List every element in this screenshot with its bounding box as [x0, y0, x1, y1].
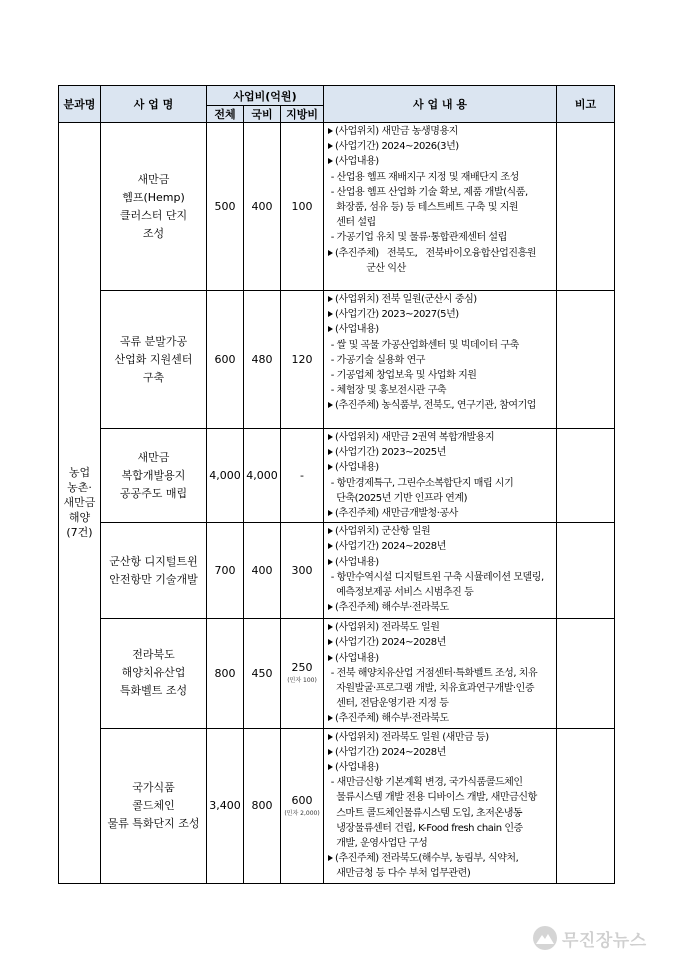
content-line [328, 307, 553, 322]
content-line-text: (추진주체) 전라북도(해수부, 농림부, 식약처, [335, 853, 519, 865]
local-budget-value: 300 [291, 564, 313, 578]
local-budget-cell [281, 429, 324, 523]
content-line [328, 651, 553, 666]
content-line-text: 센터 설립 [328, 217, 376, 229]
content-line [328, 555, 553, 570]
total-budget-cell: 4,000 [207, 429, 244, 523]
triangle-bullet-icon [328, 559, 333, 565]
content-line [328, 711, 553, 726]
table-row [59, 291, 615, 429]
project-content-cell [324, 619, 557, 728]
header-total: 전체 [207, 106, 244, 123]
content-line [328, 215, 553, 230]
triangle-bullet-icon [328, 639, 333, 645]
header-remarks: 비고 [557, 86, 615, 123]
content-line-text: - 체험장 및 홍보전시관 구축 [328, 385, 447, 397]
triangle-bullet-icon [328, 528, 333, 534]
content-line [328, 154, 553, 169]
header-national: 국비 [244, 106, 281, 123]
content-line-text: 화장품, 섬유 등) 등 테스트베트 구축 및 지원 [328, 202, 519, 214]
content-line-text: - 항만경제특구, 그린수소복합단지 매립 시기 [328, 477, 514, 489]
table-row [59, 523, 615, 619]
content-line-text: 물류시스템 개발 전용 디바이스 개발, 새만금신항 [328, 792, 537, 804]
content-line [328, 696, 553, 711]
project-name-cell: 새만금 복합개발용지 공공주도 매립 [101, 429, 207, 523]
content-line-text: 자원발굴·프로그램 개발, 치유효과연구개발·인증 [328, 683, 535, 695]
header-content: 사 업 내 용 [324, 86, 557, 123]
content-line [328, 430, 553, 445]
content-line-text: (사업내용) [335, 462, 379, 474]
triangle-bullet-icon [328, 449, 333, 455]
content-line-text: (사업위치) 군산항 일원 [335, 526, 431, 538]
content-line-text: - 쌀 및 곡물 가공산업화센터 및 빅데이터 구축 [328, 339, 519, 351]
triangle-bullet-icon [328, 402, 333, 408]
content-line [328, 383, 553, 398]
content-line-text: - 전북 해양치유산업 거점센터·특화벨트 조성, 치유 [328, 667, 538, 679]
content-line-text: (사업내용) [335, 652, 379, 664]
local-budget-cell [281, 728, 324, 883]
content-line [328, 476, 553, 491]
triangle-bullet-icon [328, 434, 333, 440]
local-budget-value: 100 [291, 200, 313, 213]
private-investment-note: (민자 100) [287, 677, 317, 685]
content-line-text: (사업위치) 전라북도 일원 [335, 622, 440, 634]
content-line [328, 745, 553, 760]
project-table [58, 85, 615, 884]
local-budget-cell [281, 123, 324, 291]
content-line-text: (사업기간) 2023~2025년 [335, 447, 446, 459]
triangle-bullet-icon [328, 464, 333, 470]
total-budget-cell: 800 [207, 619, 244, 728]
content-line-text: (사업위치) 전라북도 일원 (새만금 등) [335, 731, 489, 743]
content-line-text: (사업위치) 새만금 2권역 복합개발용지 [335, 432, 495, 443]
content-line-text: 단축(2025년 기반 인프라 연계) [328, 492, 468, 504]
triangle-bullet-icon [328, 715, 333, 721]
content-line-text: - 새만금신항 기본계획 변경, 국가식품콜드체인 [328, 777, 523, 789]
local-budget-value: 120 [291, 353, 313, 366]
triangle-bullet-icon [328, 543, 333, 549]
content-line [328, 635, 553, 650]
national-budget-cell: 4,000 [244, 429, 281, 523]
total-budget-cell: 3,400 [207, 728, 244, 883]
triangle-bullet-icon [328, 734, 333, 740]
content-line-text: (사업기간) 2024~2028년 [335, 637, 446, 649]
triangle-bullet-icon [328, 624, 333, 630]
content-line-text: - 항만수역시설 디지털트윈 구축 시뮬레이션 모델링, [328, 571, 544, 583]
mountain-logo-icon [532, 925, 558, 951]
remarks-cell [557, 523, 615, 619]
table-row [59, 619, 615, 728]
content-line-text: (추진주체) 전북도, 전북바이오융합산업진흥원 [335, 247, 537, 259]
content-line-text: (사업위치) 전북 일원(군산시 중심) [335, 294, 477, 305]
content-line-text: - 산업용 헴프 재배지구 지정 및 재배단지 조성 [328, 171, 519, 183]
project-name-cell: 새만금 헴프(Hemp) 클러스터 단지 조성 [101, 123, 207, 291]
national-budget-cell: 400 [244, 523, 281, 619]
content-line [328, 230, 553, 245]
project-name-cell: 전라북도 해양치유산업 특화벨트 조성 [101, 619, 207, 728]
project-content-cell [324, 728, 557, 883]
local-budget-cell [281, 523, 324, 619]
content-line [328, 539, 553, 554]
content-line-text: - 기공업체 창업보육 및 사업화 지원 [328, 370, 477, 382]
local-budget-value: 250 [291, 661, 313, 675]
total-budget-cell: 700 [207, 523, 244, 619]
content-line-text: 군산 익산 [328, 262, 406, 274]
header-local: 지방비 [281, 106, 324, 123]
content-line-text: (사업내용) [335, 556, 379, 568]
private-investment-note: (민자 2,000) [284, 809, 320, 817]
content-line-text: 센터, 전담운영기관 지정 등 [328, 698, 449, 710]
content-line [328, 292, 553, 307]
content-line [328, 806, 553, 821]
content-line-text: (추진주체) 농식품부, 전북도, 연구기관, 참여기업 [335, 400, 537, 412]
content-line [328, 620, 553, 635]
total-budget-cell: 600 [207, 291, 244, 429]
triangle-bullet-icon [328, 326, 333, 332]
remarks-cell [557, 728, 615, 883]
category-cell: 농업 농촌· 새만금 해양 (7건) [59, 123, 101, 884]
content-line [328, 445, 553, 460]
content-line [328, 124, 553, 139]
local-budget-cell [281, 619, 324, 728]
content-line [328, 185, 553, 200]
content-line [328, 585, 553, 600]
content-line-text: (사업위치) 새만금 농생명용지 [335, 126, 458, 137]
remarks-cell [557, 123, 615, 291]
content-line-text: (사업기간) 2024~2028년 [335, 541, 446, 553]
project-name-cell: 곡류 분말가공 산업화 지원센터 구축 [101, 291, 207, 429]
content-line-text: 냉장물류센터 건립, K-Food fresh chain 인증 [328, 822, 523, 834]
local-budget-value: 600 [291, 793, 313, 807]
content-line [328, 790, 553, 805]
triangle-bullet-icon [328, 749, 333, 755]
content-line-text: (사업기간) 2024~2028년 [335, 746, 446, 758]
content-line [328, 246, 553, 261]
content-line [328, 821, 553, 836]
content-line [328, 760, 553, 775]
project-name-cell: 국가식품 콜드체인 물류 특화단지 조성 [101, 728, 207, 883]
content-line [328, 775, 553, 790]
triangle-bullet-icon [328, 250, 333, 256]
project-content-cell [324, 291, 557, 429]
content-line [328, 261, 553, 276]
content-line-text: 스마트 콜드체인물류시스템 도입, 초저온냉동 [328, 807, 523, 819]
content-line-text: 예측정보제공 서비스 시범추진 등 [328, 587, 474, 599]
table-row [59, 728, 615, 883]
project-content-cell [324, 429, 557, 523]
triangle-bullet-icon [328, 510, 333, 516]
triangle-bullet-icon [328, 855, 333, 861]
local-budget-value: - [300, 469, 304, 483]
content-line [328, 200, 553, 215]
triangle-bullet-icon [328, 311, 333, 317]
content-line [328, 524, 553, 539]
triangle-bullet-icon [328, 655, 333, 661]
content-line [328, 730, 553, 745]
content-line-text: (사업내용) [335, 156, 379, 168]
triangle-bullet-icon [328, 158, 333, 164]
triangle-bullet-icon [328, 143, 333, 149]
table-row [59, 123, 615, 291]
project-name-cell: 군산항 디지털트윈 안전항만 기술개발 [101, 523, 207, 619]
national-budget-cell: 400 [244, 123, 281, 291]
table-row [59, 429, 615, 523]
watermark-text: 무진장뉴스 [562, 930, 647, 951]
project-content-cell [324, 523, 557, 619]
header-project-name: 사 업 명 [101, 86, 207, 123]
header-category: 분과명 [59, 86, 101, 123]
content-line [328, 353, 553, 368]
content-line [328, 460, 553, 475]
content-line [328, 836, 553, 851]
content-line-text: 새만금청 등 다수 부처 업무관련) [328, 868, 471, 880]
content-line-text: (사업내용) [335, 324, 379, 336]
content-line [328, 666, 553, 681]
content-line-text: 개발, 운영사업단 구성 [328, 838, 428, 850]
content-line [328, 322, 553, 337]
remarks-cell [557, 429, 615, 523]
content-line-text: (사업내용) [335, 762, 379, 774]
triangle-bullet-icon [328, 128, 333, 134]
triangle-bullet-icon [328, 764, 333, 770]
content-line [328, 338, 553, 353]
content-line-text: - 가공기술 실용화 연구 [328, 354, 425, 366]
remarks-cell [557, 619, 615, 728]
content-line-text: (추진주체) 해수부·전라북도 [335, 602, 449, 614]
content-line [328, 170, 553, 185]
content-line [328, 866, 553, 881]
triangle-bullet-icon [328, 296, 333, 302]
project-content-cell [324, 123, 557, 291]
content-line [328, 851, 553, 866]
remarks-cell [557, 291, 615, 429]
content-line [328, 600, 553, 615]
total-budget-cell: 500 [207, 123, 244, 291]
content-line [328, 681, 553, 696]
content-line [328, 570, 553, 585]
watermark [532, 922, 672, 954]
content-line-text: (사업기간) 2024~2026(3년) [335, 141, 459, 153]
content-line [328, 506, 553, 521]
national-budget-cell: 480 [244, 291, 281, 429]
triangle-bullet-icon [328, 604, 333, 610]
header-budget-group: 사업비(억원) [207, 86, 324, 106]
content-line [328, 368, 553, 383]
content-line [328, 398, 553, 413]
content-line-text: (사업기간) 2023~2027(5년) [335, 309, 459, 321]
national-budget-cell: 800 [244, 728, 281, 883]
content-line [328, 139, 553, 154]
content-line-text: - 산업용 헴프 산업화 기술 확보, 제품 개발(식품, [328, 186, 528, 198]
content-line-text: (추진주체) 해수부·전라북도 [335, 713, 449, 725]
content-line [328, 491, 553, 506]
national-budget-cell: 450 [244, 619, 281, 728]
content-line-text: (추진주체) 새만금개발청·공사 [335, 508, 458, 520]
local-budget-cell [281, 291, 324, 429]
content-line-text: - 가공기업 유치 및 물류·통합관제센터 설립 [328, 232, 507, 244]
